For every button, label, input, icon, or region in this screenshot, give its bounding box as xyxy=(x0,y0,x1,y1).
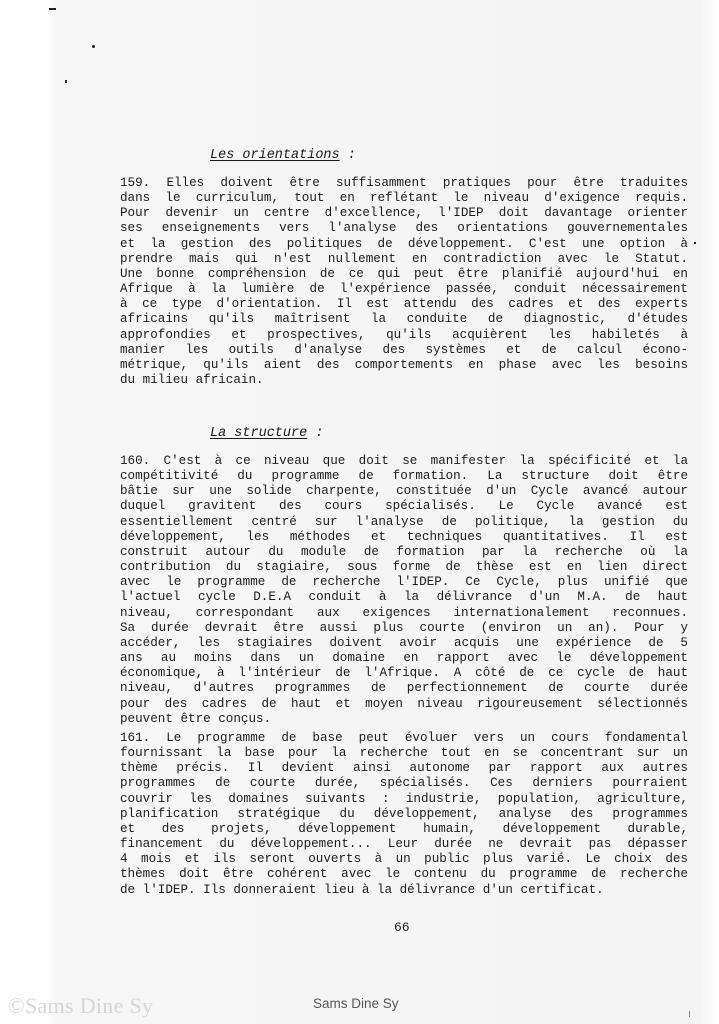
text-line: prendre mais qui n'est nullement en contradiction avec le Statut. xyxy=(120,251,688,266)
text-line: fournissant la base pour la recherche tout en se concentrant sur un xyxy=(120,746,688,761)
text-line: peuvent être conçus. xyxy=(120,711,272,726)
text-line: programmes de courte durée, spécialisés. Ces derniers pourraient xyxy=(120,776,688,791)
scan-speck xyxy=(689,1011,690,1017)
paragraph-161 xyxy=(120,731,688,898)
text-line: africains qu'ils maîtrisent la conduite de diagnostic, d'études xyxy=(120,312,688,327)
copyright-watermark: ©Sams Dine Sy xyxy=(8,993,154,1018)
text-line: pour des cadres de haut et moyen niveau rigoureusement sélectionnés xyxy=(120,696,688,711)
text-line: thèmes doit être cohérent avec le contenu du programme de recherche xyxy=(120,867,688,882)
text-line: niveau, d'autres programmes de perfectionnement de courte durée xyxy=(120,681,688,696)
footer-credit: Sams Dine Sy xyxy=(313,996,399,1011)
scan-speck xyxy=(65,80,67,83)
text-line: Sa durée devrait être aussi plus courte (environ un an). Pour y xyxy=(120,620,688,635)
text-line: Pour devenir un centre d'excellence, l'IDEP doit davantage orienter xyxy=(120,206,688,221)
text-line: et des projets, développement humain, développement durable, xyxy=(120,821,688,836)
text-line: construit autour du module de formation par la recherche où la xyxy=(120,544,688,559)
text-line: niveau, correspondant aux exigences internationalement reconnues. xyxy=(120,605,688,620)
text-line: financement du développement... Leur durée ne devrait pas dépasser xyxy=(120,837,688,852)
heading-text: Les orientations xyxy=(210,148,340,163)
text-line: à ce type d'orientation. Il est attendu des cadres et des experts xyxy=(120,297,688,312)
text-line: dans le curriculum, tout en reflétant le niveau d'exigence requis. xyxy=(120,191,688,206)
heading-text: La structure xyxy=(210,426,308,441)
text-line: ses enseignements vers l'analyse des orientations gouvernementales xyxy=(120,221,688,236)
text-line: manier les outils d'analyse des systèmes et de calcul écono- xyxy=(120,342,688,357)
text-line: thème précis. Il devient ainsi autonome par rapport aux autres xyxy=(120,761,688,776)
text-line: l'actuel cycle D.E.A conduit à la délivrance d'un M.A. de haut xyxy=(120,590,688,605)
text-line: planification stratégique du développement, analyse des programmes xyxy=(120,806,688,821)
text-line: essentiellement centré sur l'analyse de politique, la gestion du xyxy=(120,514,688,529)
heading-colon: : xyxy=(339,148,356,163)
section-heading-orientations xyxy=(210,148,356,163)
scan-speck xyxy=(694,242,696,244)
text-line: bâtie sur une solide charpente, constituée d'un Cycle avancé autour xyxy=(120,484,688,499)
scan-mark xyxy=(49,8,56,10)
page-number: 66 xyxy=(394,920,410,935)
text-line: compétitivité du programme de formation. La structure doit être xyxy=(120,469,688,484)
paragraph-160 xyxy=(120,454,688,727)
text-line: Afrique à la lumière de l'expérience passée, conduit nécessairement xyxy=(120,282,688,297)
text-line: approfondies et prospectives, qu'ils acquièrent les habiletés à xyxy=(120,327,688,342)
text-line: économique, à l'intérieur de l'Afrique. A côté de ce cycle de haut xyxy=(120,666,688,681)
paragraph-159 xyxy=(120,176,688,388)
text-line: métrique, qu'ils aient des comportements en phase avec les besoins xyxy=(120,357,688,372)
scan-speck xyxy=(92,45,95,48)
text-line: ans au moins dans un domaine en rapport avec le développement xyxy=(120,651,688,666)
text-line: contribution du stagiaire, sous forme de thèse est en lien direct xyxy=(120,560,688,575)
text-line: développement, les méthodes et techniques quantitatives. Il est xyxy=(120,529,688,544)
text-line: duquel gravitent des cours spécialisés. Le Cycle avancé est xyxy=(120,499,688,514)
text-line: 159. Elles doivent être suffisamment pratiques pour être traduites xyxy=(120,176,688,190)
text-line: couvrir les domaines suivants : industrie, population, agriculture, xyxy=(120,791,688,806)
section-heading-structure xyxy=(210,426,323,441)
text-line: et la gestion des politiques de développement. C'est une option à xyxy=(120,236,688,251)
text-line: Une bonne compréhension de ce qui peut être planifié aujourd'hui en xyxy=(120,266,688,281)
text-line: de l'IDEP. Ils donneraient lieu à la délivrance d'un certificat. xyxy=(120,882,604,897)
text-line: 161. Le programme de base peut évoluer vers un cours fondamental xyxy=(120,731,688,745)
text-line: du milieu africain. xyxy=(120,373,264,388)
heading-colon: : xyxy=(307,426,324,441)
text-line: accéder, les stagiaires doivent avoir acquis une expérience de 5 xyxy=(120,635,688,650)
text-line: 4 mois et ils seront ouverts à un public plus varié. Le choix des xyxy=(120,852,688,867)
text-line: avec le programme de recherche l'IDEP. Ce Cycle, plus unifié que xyxy=(120,575,688,590)
text-line: 160. C'est à ce niveau que doit se manifester la spécificité et la xyxy=(120,454,688,468)
